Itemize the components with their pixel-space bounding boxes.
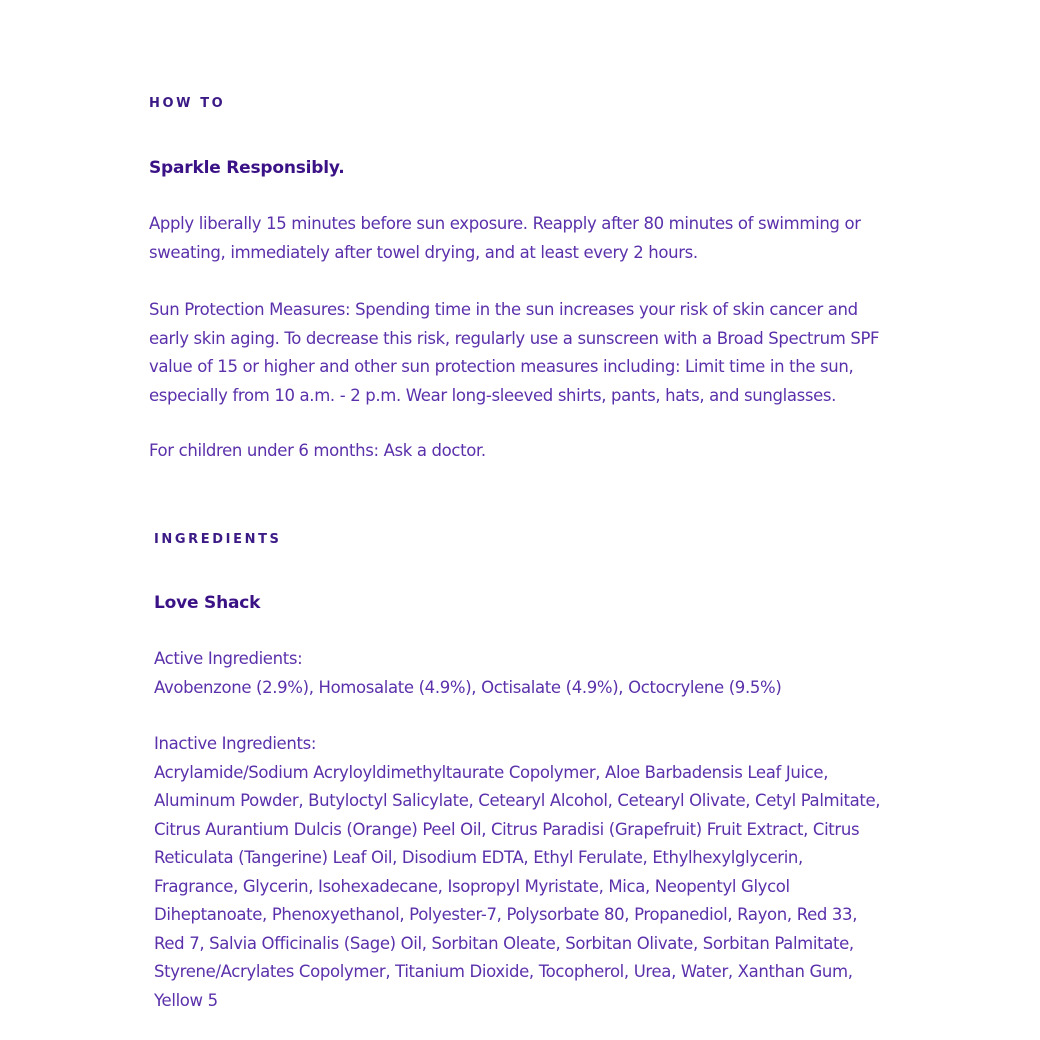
product-name: Love Shack	[154, 593, 261, 613]
inactive-ingredients-line: Styrene/Acrylates Copolymer, Titanium Dioxide, Tocopherol, Urea, Water, Xanthan Gum,	[154, 962, 853, 981]
inactive-ingredients	[154, 730, 914, 1015]
inactive-ingredients-line: Red 7, Salvia Officinalis (Sage) Oil, Sorbitan Oleate, Sorbitan Olivate, Sorbitan Palmitate,	[154, 933, 854, 953]
inactive-ingredients-line: Aluminum Powder, Butyloctyl Salicylate, Cetearyl Alcohol, Cetearyl Olivate, Cetyl Palmitate,	[154, 791, 881, 810]
how-to-heading: Sparkle Responsibly.	[149, 158, 345, 178]
inactive-ingredients-line: Reticulata (Tangerine) Leaf Oil, Disodium EDTA, Ethyl Ferulate, Ethylhexylglycerin,	[154, 848, 803, 867]
apply-line: Apply liberally 15 minutes before sun exposure. Reapply after 80 minutes of swimming or	[149, 214, 861, 233]
children-warning: For children under 6 months: Ask a doctor.	[149, 441, 486, 460]
active-ingredients-label: Active Ingredients:	[154, 649, 303, 668]
sun-protection-line: especially from 10 a.m. - 2 p.m. Wear long-sleeved shirts, pants, hats, and sunglasses.	[149, 385, 837, 405]
apply-instructions	[149, 210, 909, 267]
ingredients-eyebrow: INGREDIENTS	[154, 532, 282, 547]
active-ingredients	[154, 645, 914, 702]
inactive-ingredients-line: Diheptanoate, Phenoxyethanol, Polyester-7, Polysorbate 80, Propanediol, Rayon, Red 33,	[154, 905, 858, 924]
sun-protection-line: early skin aging. To decrease this risk, regularly use a sunscreen with a Broad Spectrum SPF	[149, 328, 880, 348]
sun-protection-measures	[149, 296, 909, 410]
sun-protection-line: value of 15 or higher and other sun protection measures including: Limit time in the sun,	[149, 357, 854, 376]
active-ingredients-value: Avobenzone (2.9%), Homosalate (4.9%), Octisalate (4.9%), Octocrylene (9.5%)	[154, 677, 782, 697]
apply-line: sweating, immediately after towel drying, and at least every 2 hours.	[149, 242, 698, 262]
inactive-ingredients-line: Acrylamide/Sodium Acryloyldimethyltaurate Copolymer, Aloe Barbadensis Leaf Juice,	[154, 762, 829, 782]
inactive-ingredients-line: Fragrance, Glycerin, Isohexadecane, Isopropyl Myristate, Mica, Neopentyl Glycol	[154, 876, 790, 896]
how-to-eyebrow: HOW TO	[149, 96, 226, 111]
inactive-ingredients-label: Inactive Ingredients:	[154, 734, 317, 753]
sun-protection-line: Sun Protection Measures: Spending time in the sun increases your risk of skin cancer and	[149, 300, 858, 319]
inactive-ingredients-line: Yellow 5	[154, 990, 218, 1010]
inactive-ingredients-line: Citrus Aurantium Dulcis (Orange) Peel Oil, Citrus Paradisi (Grapefruit) Fruit Extract, Citrus	[154, 819, 860, 839]
